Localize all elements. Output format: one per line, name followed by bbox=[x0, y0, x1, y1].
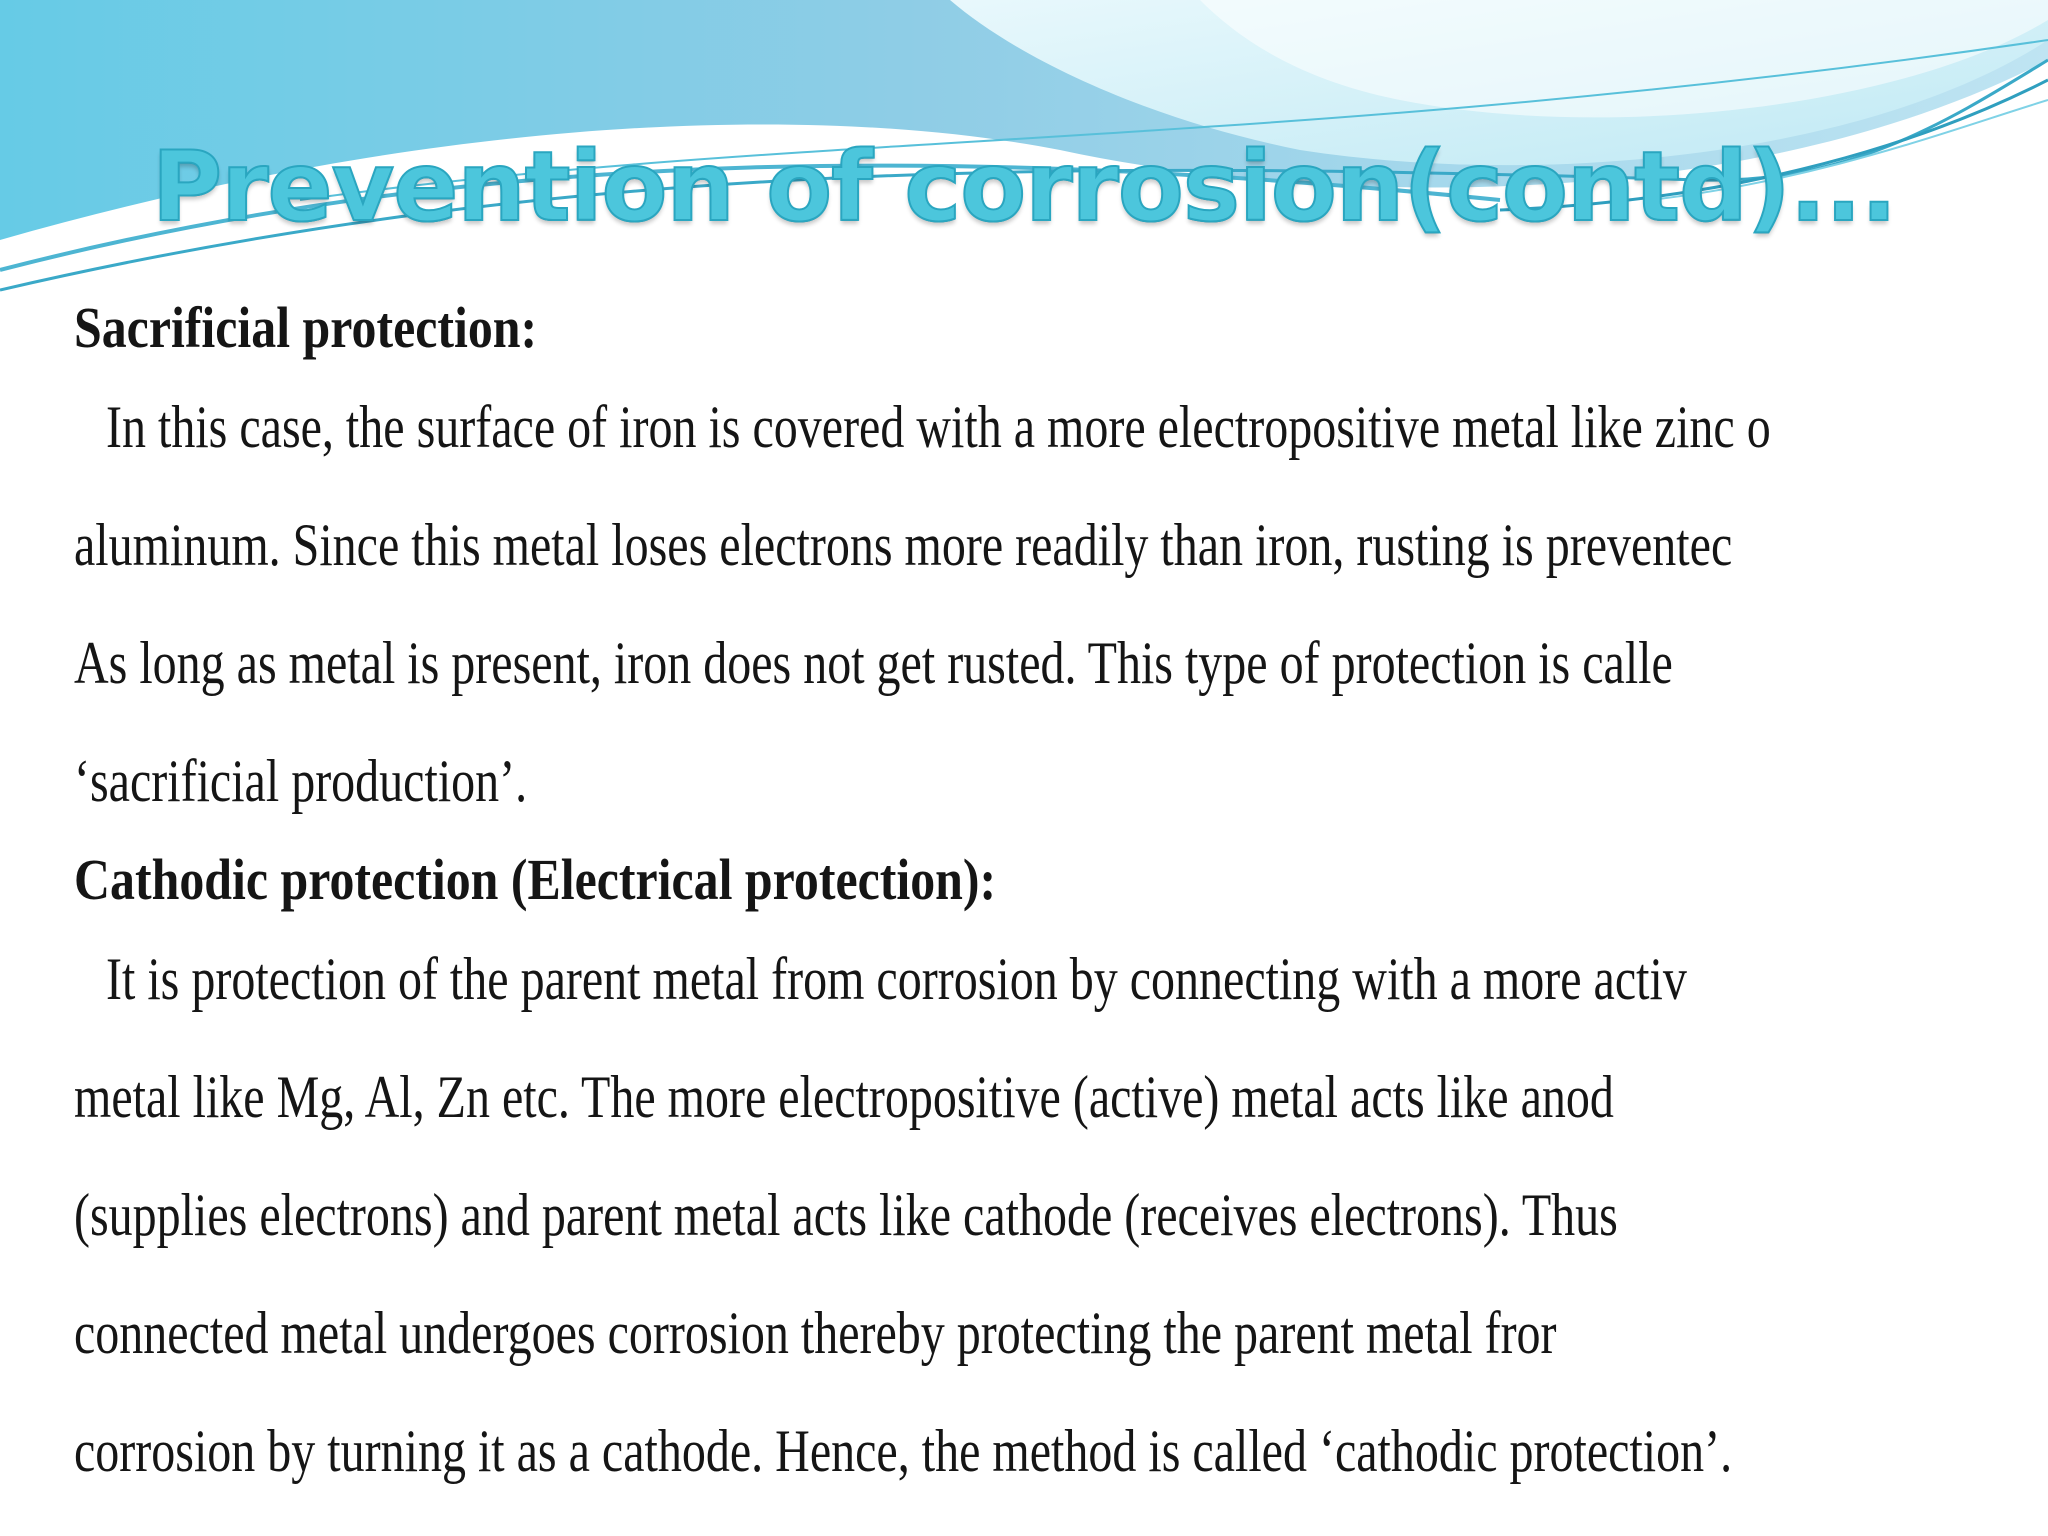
paragraph-line: It is protection of the parent metal from corrosion by connecting with a more activ bbox=[106, 946, 1687, 1012]
slide-title: Prevention of corrosion(contd)... bbox=[151, 131, 1897, 243]
paragraph-sacrificial bbox=[74, 368, 1771, 840]
paragraph-line: aluminum. Since this metal loses electrons more readily than iron, rusting is preventec bbox=[74, 512, 1733, 578]
paragraph-line: As long as metal is present, iron does not get rusted. This type of protection is calle bbox=[74, 630, 1673, 696]
section-heading-sacrificial: Sacrificial protection: bbox=[74, 295, 538, 360]
paragraph-line: connected metal undergoes corrosion thereby protecting the parent metal fror bbox=[74, 1300, 1557, 1366]
paragraph-line: (supplies electrons) and parent metal acts like cathode (receives electrons). Thus bbox=[74, 1182, 1618, 1248]
section-heading-cathodic: Cathodic protection (Electrical protection): bbox=[74, 847, 997, 912]
paragraph-cathodic bbox=[74, 920, 1733, 1510]
paragraph-line: ‘sacrificial production’. bbox=[74, 748, 528, 814]
slide-body bbox=[74, 278, 2048, 1510]
paragraph-line: corrosion by turning it as a cathode. Hence, the method is called ‘cathodic protection’. bbox=[74, 1418, 1733, 1484]
paragraph-line: In this case, the surface of iron is covered with a more electropositive metal like zinc o bbox=[106, 394, 1771, 460]
paragraph-line: metal like Mg, Al, Zn etc. The more electropositive (active) metal acts like anod bbox=[74, 1064, 1614, 1130]
